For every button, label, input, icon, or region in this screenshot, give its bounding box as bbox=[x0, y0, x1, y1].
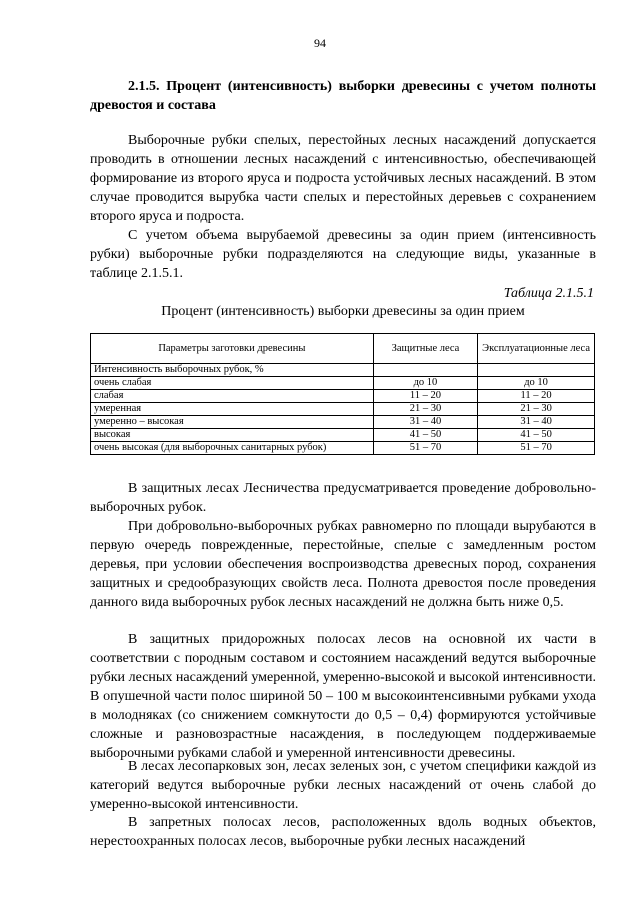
table-cell: 41 – 50 bbox=[478, 429, 595, 442]
table-row bbox=[91, 390, 595, 403]
table-row bbox=[91, 416, 595, 429]
header-protective-forests: Защитные леса bbox=[373, 334, 477, 364]
table-cell: 41 – 50 bbox=[373, 429, 477, 442]
table-title: Процент (интенсивность) выборки древесины за один прием bbox=[161, 304, 525, 319]
table-cell: до 10 bbox=[373, 377, 477, 390]
table-cell: 11 – 20 bbox=[478, 390, 595, 403]
paragraph-selective-cutting: Выборочные рубки спелых, перестойных лесных насаждений допускается проводить в отношении лесных насаждений с интенсивностью, обеспечивающей формирование из второго яруса и подроста устойчивых лесных насаждений. В этом случае проводится вырубка части спелых и перестойных деревьев с сохранением второго яруса и подроста. bbox=[90, 133, 596, 224]
table-row bbox=[91, 442, 595, 455]
paragraph-forest-park-zones: В лесах лесопарковых зон, лесах зеленых зон, с учетом специфики каждой из категорий ведутся выборочные рубки лесных насаждений от очень слабой до умеренно-высокой интенсивности. bbox=[90, 759, 596, 812]
intensity-table bbox=[90, 333, 595, 455]
paragraph-roadside-strips: В защитных придорожных полосах лесов на основной их части в соответствии с породным составом и состоянием насаждений ведутся выборочные рубки лесных насаждений умеренной, умеренно-высокой и высокой интенсивности. В опушечной части полос шириной 50 – 100 м высокоинтенсивными рубками ухода в молодняках (со снижением сомкнутости до 0,5 – 0,4) формируются устойчивые сложные и разновозрастные насаждения, в последующем поддерживаемые выборочными рубками слабой и умеренной интенсивности древесины. bbox=[90, 632, 596, 761]
table-cell: высокая bbox=[91, 429, 374, 442]
paragraph-voluntary-cutting: При добровольно-выборочных рубках равномерно по площади вырубаются в первую очередь поврежденные, перестойные, спелые с замедленным ростом деревья, при условии обеспечения воспроизводства древесных пород, сохранения защитных и средообразующих свойств леса. Полнота древостоя после проведения данного вида выборочных рубок лесных насаждений не должна быть ниже 0,5. bbox=[90, 519, 596, 610]
table-cell: 31 – 40 bbox=[478, 416, 595, 429]
paragraph-protective-forests: В защитных лесах Лесничества предусматривается проведение добровольно-выборочных рубок. bbox=[90, 481, 596, 515]
header-exploitation-forests: Эксплуатационные леса bbox=[478, 334, 595, 364]
table-row bbox=[91, 364, 595, 377]
table-cell: до 10 bbox=[478, 377, 595, 390]
table-cell: 21 – 30 bbox=[478, 403, 595, 416]
table-label: Таблица 2.1.5.1 bbox=[503, 286, 594, 301]
table-cell bbox=[478, 364, 595, 377]
table-cell: 51 – 70 bbox=[373, 442, 477, 455]
paragraph-restricted-strips: В запретных полосах лесов, расположенных вдоль водных объектов, нерестоохранных полосах лесов, выборочные рубки лесных насаждений bbox=[90, 815, 596, 849]
table-cell: умеренно – высокая bbox=[91, 416, 374, 429]
table-row bbox=[91, 429, 595, 442]
page-number: 94 bbox=[314, 36, 326, 50]
table-cell: 11 – 20 bbox=[373, 390, 477, 403]
header-parameters: Параметры заготовки древесины bbox=[91, 334, 374, 364]
table-header-row bbox=[91, 334, 595, 364]
table-row bbox=[91, 377, 595, 390]
paragraph-cutting-types: С учетом объема вырубаемой древесины за один прием (интенсивность рубки) выборочные рубки подразделяются на следующие виды, указанные в таблице 2.1.5.1. bbox=[90, 228, 596, 281]
table-cell bbox=[373, 364, 477, 377]
table-cell: 51 – 70 bbox=[478, 442, 595, 455]
table-cell: умеренная bbox=[91, 403, 374, 416]
table-cell: 21 – 30 bbox=[373, 403, 477, 416]
table-cell: очень высокая (для выборочных санитарных рубок) bbox=[91, 442, 374, 455]
table-cell: Интенсивность выборочных рубок, % bbox=[91, 364, 374, 377]
table-cell: 31 – 40 bbox=[373, 416, 477, 429]
table-cell: очень слабая bbox=[91, 377, 374, 390]
table-row bbox=[91, 403, 595, 416]
section-heading: 2.1.5. Процент (интенсивность) выборки древесины с учетом полноты древостоя и состава bbox=[90, 79, 596, 113]
table-cell: слабая bbox=[91, 390, 374, 403]
